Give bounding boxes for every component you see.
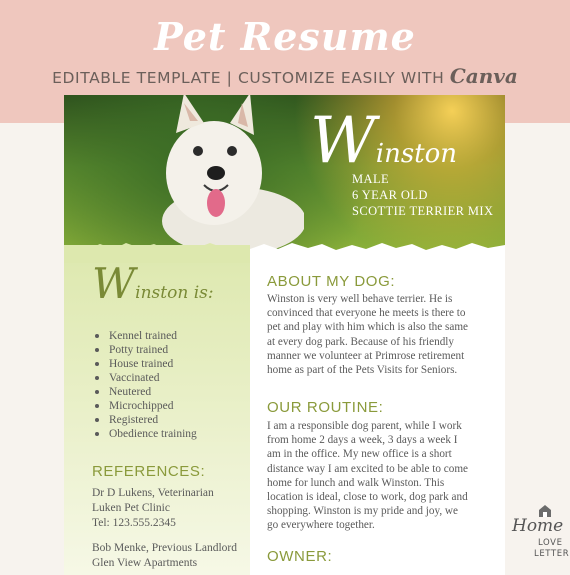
text-line: distance way I am excited to be able to come (267, 462, 468, 475)
home-love-letter-logo (508, 500, 568, 562)
banner-subtitle (0, 64, 570, 88)
traits-title-rest: inston is: (135, 283, 214, 303)
reference-line: Tel: 123.555.2345 (92, 517, 176, 529)
text-line: I am a responsible dog parent, while I work (267, 420, 462, 432)
traits-list (92, 329, 197, 441)
logo-home-text: Home (512, 516, 564, 536)
text-line: pet and play with him which is also the same (267, 321, 469, 334)
trait-label: House trained (109, 358, 174, 370)
banner-subtitle-text: EDITABLE TEMPLATE | CUSTOMIZE EASILY WITH (52, 69, 445, 87)
reference-line: Luken Pet Clinic (92, 502, 170, 514)
text-line: home for lunch and walk Winston. This (267, 476, 445, 489)
bullet-icon (95, 390, 99, 394)
text-line: am in the office. My new office is a short (267, 448, 452, 461)
text-line: Winston is very well behave terrier. He is (267, 293, 453, 305)
canva-logo: Canva (449, 64, 518, 88)
text-line: from home 2 days a week, 3 days a week I (267, 434, 458, 447)
bullet-icon (95, 334, 99, 338)
logo-letter-text: LETTER (534, 549, 570, 559)
list-item (92, 357, 197, 371)
references-heading: REFERENCES: (92, 463, 206, 480)
owner-heading: OWNER: (267, 548, 333, 565)
reference-1 (92, 486, 214, 531)
list-item (92, 427, 197, 441)
pet-breed: SCOTTIE TERRIER MIX (352, 204, 494, 218)
dog-photo (64, 95, 505, 255)
text-line: home as part of the Pets Visits for Seniors. (267, 364, 458, 377)
routine-text (267, 419, 487, 533)
reference-line: Bob Menke, Previous Landlord (92, 542, 238, 554)
trait-label: Microchipped (109, 400, 174, 412)
trait-label: Obedience training (109, 428, 197, 440)
trait-label: Neutered (109, 386, 152, 398)
reference-line: Dr D Lukens, Veterinarian (92, 487, 214, 499)
reference-2 (92, 541, 237, 571)
resume-page (64, 95, 505, 575)
traits-title (92, 259, 214, 308)
bullet-icon (95, 376, 99, 380)
list-item (92, 329, 197, 343)
bullet-icon (95, 348, 99, 352)
trait-label: Registered (109, 414, 159, 426)
text-line: shopping. Winston is my pride and joy, we (267, 505, 458, 518)
bullet-icon (95, 432, 99, 436)
about-heading: ABOUT MY DOG: (267, 273, 396, 290)
pet-name-rest: inston (375, 139, 458, 169)
pet-name-initial: W (310, 104, 376, 178)
pet-age: 6 YEAR OLD (352, 188, 428, 202)
text-line: manner we volunteer at Primrose retirement (267, 349, 465, 362)
about-text (267, 292, 487, 377)
routine-heading: OUR ROUTINE: (267, 399, 384, 416)
trait-label: Kennel trained (109, 330, 178, 342)
list-item (92, 399, 197, 413)
dog-illustration (134, 95, 304, 253)
pet-name (310, 104, 458, 178)
list-item (92, 371, 197, 385)
banner-title: Pet Resume (154, 14, 416, 59)
list-item (92, 385, 197, 399)
bullet-icon (95, 404, 99, 408)
trait-label: Potty trained (109, 344, 169, 356)
bullet-icon (95, 362, 99, 366)
text-line: at every dog park. Because of his friendly (267, 335, 455, 348)
list-item (92, 413, 197, 427)
text-line: convinced that everyone he meets is there to (267, 307, 466, 320)
list-item (92, 343, 197, 357)
text-line: go everywhere together. (267, 519, 375, 532)
bullet-icon (95, 418, 99, 422)
traits-title-initial: W (92, 259, 136, 308)
text-line: location is ideal, close to work, dog park and (267, 491, 468, 504)
pet-sex: MALE (352, 172, 390, 186)
reference-line: Glen View Apartments (92, 557, 198, 569)
trait-label: Vaccinated (109, 372, 160, 384)
logo-love-text: LOVE (538, 538, 563, 548)
pet-details (352, 171, 493, 219)
